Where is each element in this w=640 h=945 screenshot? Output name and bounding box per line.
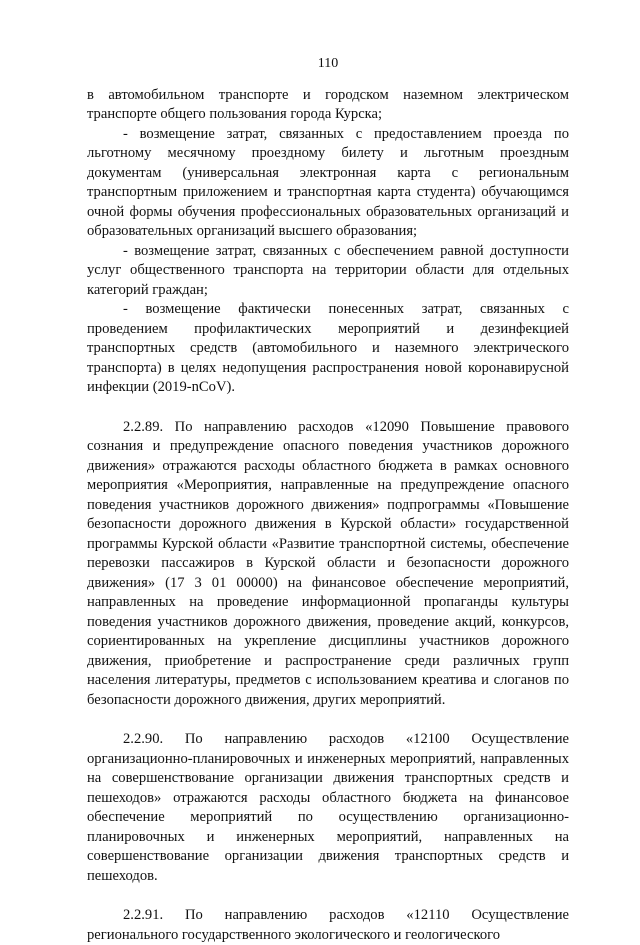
paragraph-spacer bbox=[87, 398, 569, 418]
paragraph-equal-access-compensation: - возмещение затрат, связанных с обеспечением равной доступности услуг общественного транспорта на территории области для отдельных категорий граждан; bbox=[87, 242, 569, 298]
page-number: 110 bbox=[317, 56, 339, 71]
paragraph-spacer bbox=[87, 886, 569, 906]
paragraph-section-2-2-90: 2.2.90. По направлению расходов «12100 Осуществление организационно-планировочных и инженерных мероприятий, направленных на совершенствование организации движения транспортных средств и пешеходов» отражаются расходы областного бюджета на финансовое обеспечение мероприятий по осуществлению организационно-планировочных и инженерных мероприятий, направленных на совершенствование организации движения транспортных средств и пешеходов. bbox=[87, 731, 569, 884]
paragraph-section-2-2-89: 2.2.89. По направлению расходов «12090 Повышение правового сознания и предупреждение опасного поведения участников дорожного движения» отражаются расходы областного бюджета в рамках основного мероприятия «Мероприятия, направленные на предупреждение опасного поведения участников дорожного движения» подпрограммы «Повышение безопасности дорожного движения в Курской области» государственной программы Курской области «Развитие транспортной системы, обеспечение перевозки пассажиров в Курской области и безопасности дорожного движения» (17 3 01 00000) на финансовое обеспечение мероприятий, направленных на проведение информационной пропаганды культуры поведения участников дорожного движения, проведение акций, конкурсов, сориентированных на укрепление дисциплины участников дорожного движения, приобретение и распространение среди различных групп населения литературы, предметов с использованием креатива и слоганов по безопасности дорожного движения, других мероприятий. bbox=[87, 418, 569, 708]
paragraph-student-fare-compensation: - возмещение затрат, связанных с предоставлением проезда по льготному месячному проездному билету и льготным проездным документам (универсальная электронная карта с региональным транспортным приложением и транспортная карта студента) обучающимся очной формы обучения профессиональных образовательных организаций и образовательных организаций высшего образования; bbox=[87, 125, 569, 239]
paragraph-section-2-2-91: 2.2.91. По направлению расходов «12110 Осуществление регионального государственного экологического и геологического bbox=[87, 907, 569, 943]
paragraph-transport-continuation: в автомобильном транспорте и городском наземном электрическом транспорте общего пользования города Курска; bbox=[87, 86, 569, 122]
paragraph-disinfection-compensation: - возмещение фактически понесенных затрат, связанных с проведением профилактических мероприятий и дезинфекцией транспортных средств (автомобильного и наземного электрического транспорта) в целях недопущения распространения новой коронавирусной инфекции (2019-nCoV). bbox=[87, 301, 569, 395]
paragraph-spacer bbox=[87, 710, 569, 730]
